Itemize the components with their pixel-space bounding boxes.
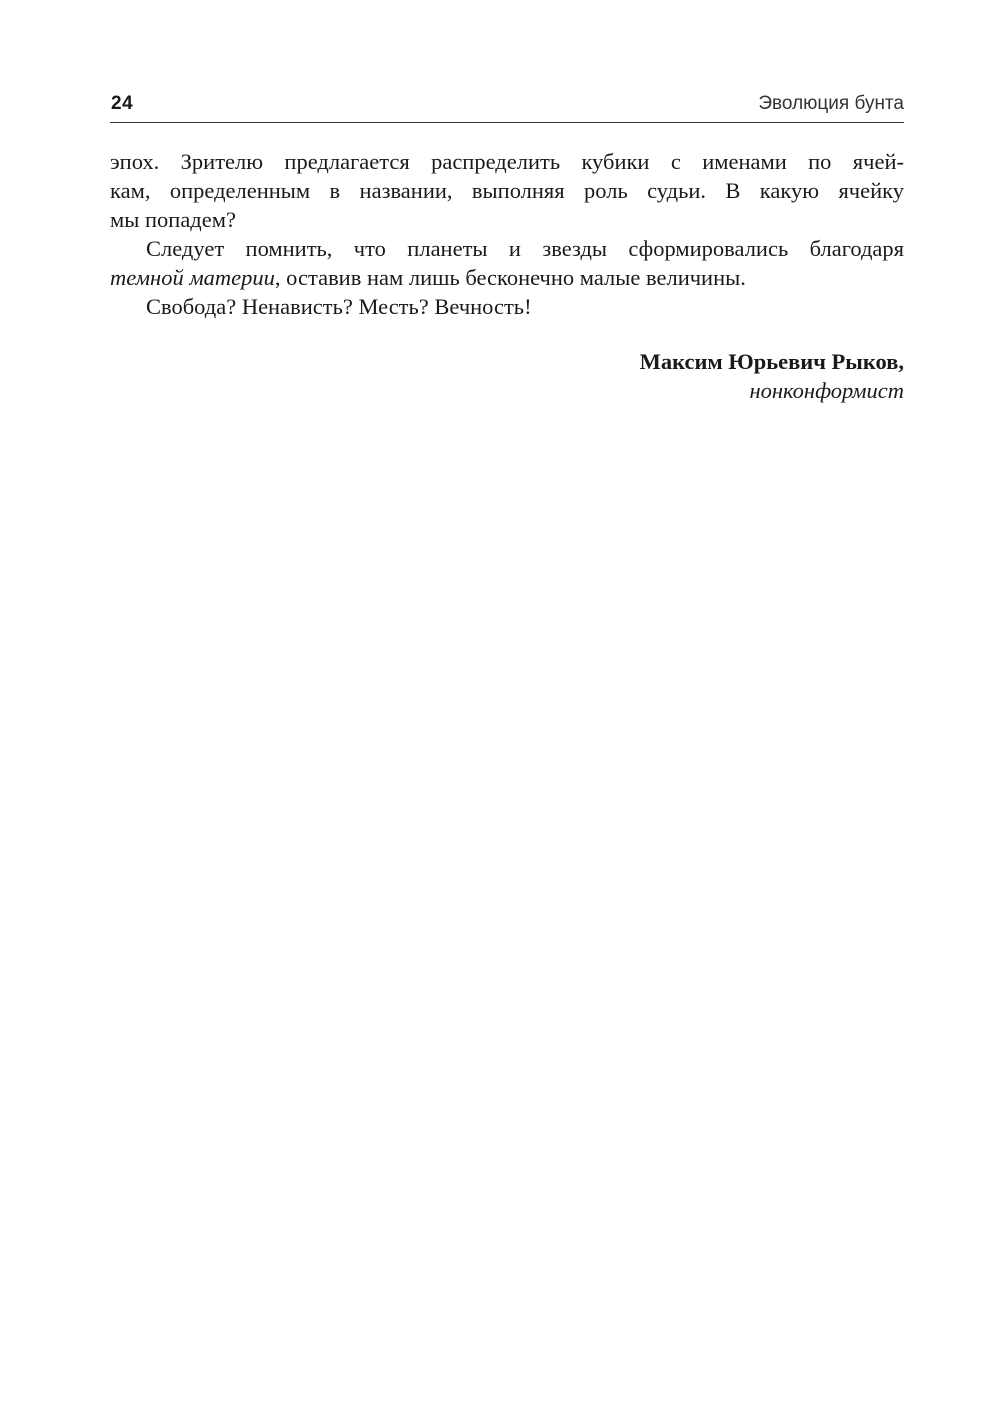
text-line: кам, определенным в названии, выполняя роль судьи. В какую ячейку bbox=[110, 178, 904, 203]
page-number: 24 bbox=[111, 93, 134, 114]
text-line: эпох. Зрителю предлагается распределить кубики с именами по ячей- bbox=[110, 149, 904, 174]
body-text bbox=[110, 147, 904, 321]
book-page bbox=[110, 0, 904, 1423]
text-line: мы попадем? bbox=[110, 207, 236, 232]
author-role: нонконформист bbox=[749, 378, 904, 403]
paragraph-2 bbox=[110, 234, 904, 292]
text-fragment: , оставив нам лишь бесконечно малые величины. bbox=[274, 265, 746, 290]
running-head bbox=[110, 92, 904, 123]
paragraph-3 bbox=[110, 292, 904, 321]
paragraph-1 bbox=[110, 147, 904, 234]
text-line: Следует помнить, что планеты и звезды сформировались благодаря bbox=[146, 236, 904, 261]
text-line-mixed bbox=[110, 263, 904, 292]
signature-block bbox=[640, 347, 904, 405]
italic-term: темной материи bbox=[110, 265, 275, 290]
author-name: Максим Юрьевич Рыков, bbox=[639, 349, 904, 374]
text-line: Свобода? Ненависть? Месть? Вечность! bbox=[146, 294, 532, 319]
running-title: Эволюция бунта bbox=[758, 93, 904, 114]
